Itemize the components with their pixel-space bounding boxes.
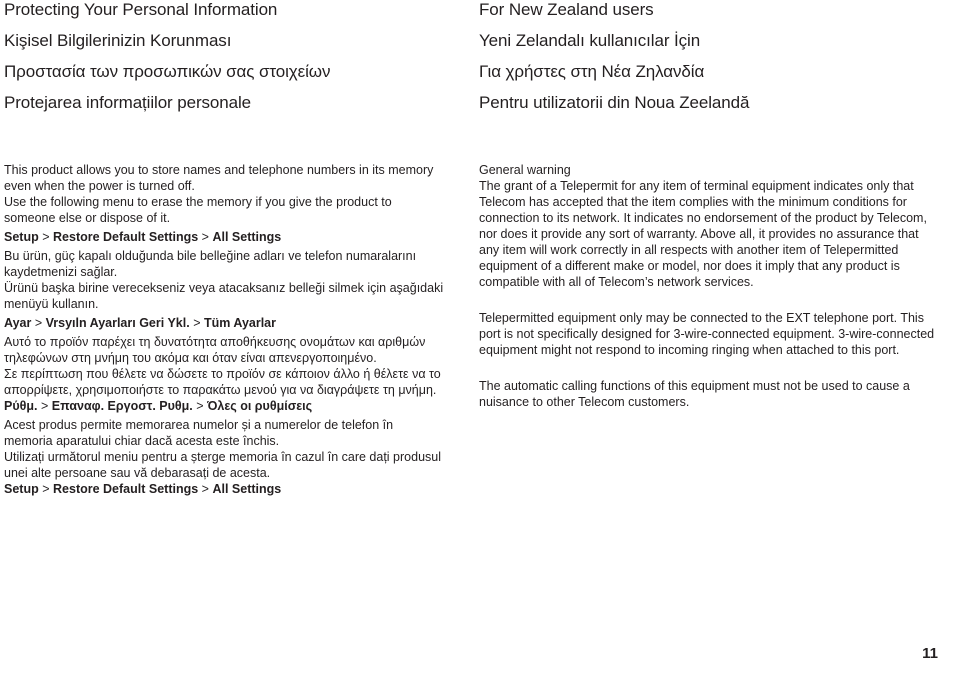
menu-step: Vrsyıln Ayarları Geri Ykl. xyxy=(45,316,190,330)
heading-en: Protecting Your Personal Information xyxy=(4,0,278,19)
ro-paragraph-2: Utilizați următorul meniu pentru a șterge memoria în cazul în care dați produsul unei alte persoane sau vă debarasați de acesta. xyxy=(4,450,442,480)
menu-step: Tüm Ayarlar xyxy=(203,316,276,330)
ro-paragraph-1: Acest produs permite memorarea numelor și a numerelor de telefon în memoria aparatului chiar dacă acesta este închis. xyxy=(4,418,394,448)
right-column xyxy=(479,0,939,409)
left-body xyxy=(4,162,444,497)
right-body xyxy=(479,162,939,410)
en-paragraph-2: Use the following menu to erase the memory if you give the product to someone else or dispose of it. xyxy=(4,195,392,225)
general-warning-text: The grant of a Telepermit for any item of terminal equipment indicates only that Telecom has accepted that the item complies with the minimum conditions for connection to its network. It indicates no endorsement of the product by Telecom, nor does it provide any sort of warranty. Above all, it provides no assurance that any item will work correctly in all respects with another item of Telepermitted equipment of a different make or model, nor does it imply that any product is compatible with all of Telecom’s network services. xyxy=(479,179,927,289)
menu-separator: > xyxy=(42,230,50,244)
menu-separator: > xyxy=(34,316,43,330)
heading-el: Προστασία των προσωπικών σας στοιχείων xyxy=(4,62,331,81)
menu-separator: > xyxy=(196,399,204,413)
general-warning-title: General warning xyxy=(479,163,571,177)
tr-menu-path xyxy=(4,315,444,331)
menu-separator: > xyxy=(40,399,49,413)
left-headings xyxy=(4,0,444,118)
menu-step: Ayar xyxy=(4,316,32,330)
menu-step: Restore Default Settings xyxy=(53,230,199,244)
telepermit-text: Telepermitted equipment only may be connected to the EXT telephone port. This port is not specifically designed for 3-wire-connected equipment. 3-wire-connected equipment might not respond to incoming ringing when attached to this port. xyxy=(479,311,935,357)
page-number: 11 xyxy=(922,645,938,662)
menu-step: All Settings xyxy=(212,482,282,496)
menu-step: All Settings xyxy=(212,230,282,244)
heading-ro: Protejarea informațiilor personale xyxy=(4,93,252,112)
menu-step: Setup xyxy=(4,482,39,496)
heading-nz-el: Για χρήστες στη Νέα Ζηλανδία xyxy=(479,62,705,81)
heading-nz-ro: Pentru utilizatorii din Noua Zeelandă xyxy=(479,93,750,112)
el-menu-path xyxy=(4,398,444,414)
ro-menu-path xyxy=(4,481,444,497)
menu-separator: > xyxy=(201,482,209,496)
el-paragraph-2: Σε περίπτωση που θέλετε να δώσετε το προϊόν σε κάποιον άλλο ή θέλετε να το απορρίψετε, χρησιμοποιήστε το παρακάτω μενού για να διαγράψετε τη μνήμη. xyxy=(4,367,441,397)
heading-tr: Kişisel Bilgilerinizin Korunması xyxy=(4,31,232,50)
menu-separator: > xyxy=(201,230,209,244)
tr-paragraph-1: Bu ürün, güç kapalı olduğunda bile belleğine adları ve telefon numaralarını kaydetmenizi sağlar. xyxy=(4,249,417,279)
menu-step: Restore Default Settings xyxy=(53,482,199,496)
en-paragraph-1: This product allows you to store names and telephone numbers in its memory even when the power is turned off. xyxy=(4,163,434,193)
el-paragraph-1: Αυτό το προϊόν παρέχει τη δυνατότητα αποθήκευσης ονομάτων και αριθμών τηλεφώνων στη μνήμη του ακόμα και όταν είναι απενεργοποιημένο. xyxy=(4,335,426,365)
menu-separator: > xyxy=(193,316,201,330)
menu-step: Ρύθμ. xyxy=(4,399,38,413)
menu-step: Επαναφ. Εργοστ. Ρυθμ. xyxy=(51,399,193,413)
menu-step: Setup xyxy=(4,230,39,244)
heading-nz-en: For New Zealand users xyxy=(479,0,654,19)
heading-nz-tr: Yeni Zelandalı kullanıcılar İçin xyxy=(479,31,701,50)
right-headings xyxy=(479,0,939,118)
en-menu-path xyxy=(4,229,444,245)
menu-step: Όλες οι ρυθμίσεις xyxy=(207,399,313,413)
left-column xyxy=(4,0,444,496)
menu-separator: > xyxy=(42,482,50,496)
auto-calling-text: The automatic calling functions of this equipment must not be used to cause a nuisance to other Telecom customers. xyxy=(479,379,910,409)
tr-paragraph-2: Ürünü başka birine verecekseniz veya atacaksanız belleği silmek için aşağıdaki menüyü kullanın. xyxy=(4,281,444,311)
